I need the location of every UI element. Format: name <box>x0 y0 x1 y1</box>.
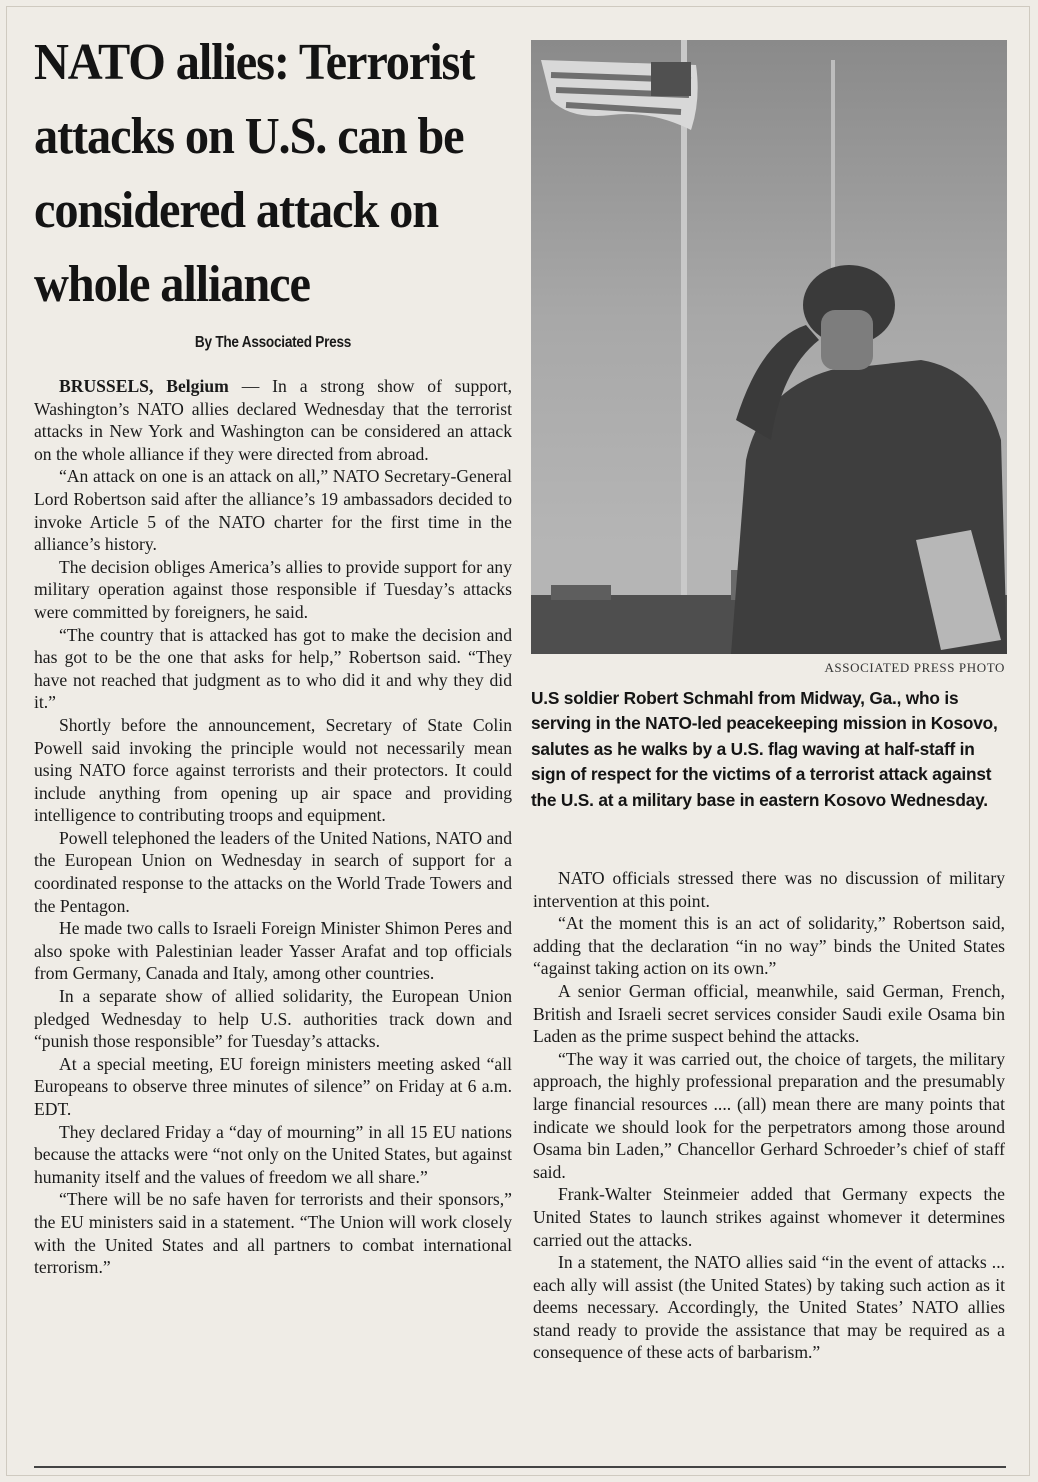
body-paragraph: “The way it was carried out, the choice of targets, the military approach, the highly professional preparation and the presumably large financial resources .... (all) mean there are many points that indicate we should look for the perpetrators among those around Osama bin Laden,” Chancellor Gerhard Schroeder’s chief of staff said. <box>533 1048 1005 1182</box>
photo-caption: U.S soldier Robert Schmahl from Midway, Ga., who is serving in the NATO-led peacekeeping mission in Kosovo, salutes as he walks by a U.S. flag waving at half-staff in sign of respect for the victims of a terrorist attack against the U.S. at a military base in eastern Kosovo Wednesday. <box>531 688 998 810</box>
body-paragraph: Frank-Walter Steinmeier added that Germany expects the United States to launch strikes against whomever it determines carried out the attacks. <box>533 1184 1005 1250</box>
dateline: BRUSSELS, Belgium <box>59 376 229 396</box>
body-paragraph: BRUSSELS, Belgium — In a strong show of support, Washington’s NATO allies declared Wednesday that the terrorist attacks in New York and Washington can be considered an attack on the whole alliance if they were directed from abroad. <box>34 376 512 464</box>
byline: By The Associated Press <box>194 334 352 351</box>
body-paragraph: He made two calls to Israeli Foreign Minister Shimon Peres and also spoke with Palestinian leader Yasser Arafat and top officials from Germany, Canada and Italy, among other countries. <box>34 918 512 984</box>
photo-illustration <box>531 40 1007 654</box>
photo-credit: ASSOCIATED PRESS PHOTO <box>824 660 1005 675</box>
body-paragraph: A senior German official, meanwhile, said German, French, British and Israeli secret services consider Saudi exile Osama bin Laden as the prime suspect behind the attacks. <box>533 980 1005 1047</box>
headline: NATO allies: Terrorist attacks on U.S. can be considered attack on whole alliance <box>34 34 475 313</box>
body-paragraph: Shortly before the announcement, Secretary of State Colin Powell said invoking the principle would not necessarily mean using NATO force against terrorists and their protectors. It could include anything from opening up air space and providing intelligence to contributing troops and equipment. <box>34 714 512 826</box>
body-paragraph: Powell telephoned the leaders of the United Nations, NATO and the European Union on Wednesday in search of support for a coordinated response to the attacks on the World Trade Towers and the Pentagon. <box>34 827 512 916</box>
body-paragraph: “At the moment this is an act of solidarity,” Robertson said, adding that the declaration “in no way” binds the United States “against taking action on its own.” <box>533 913 1005 979</box>
article-body-left <box>34 375 512 1279</box>
article-body-right <box>533 867 1005 1364</box>
body-paragraph: “There will be no safe haven for terrorists and their sponsors,” the EU ministers said in a statement. “The Union will work closely with the United States and all partners to combat international terrorism.” <box>34 1189 512 1278</box>
body-paragraph: “An attack on one is an attack on all,” NATO Secretary-General Lord Robertson said after the alliance’s 19 ambassadors decided to invoke Article 5 of the NATO charter for the first time in the alliance’s history. <box>34 466 512 555</box>
article-left-column <box>34 26 512 1279</box>
body-paragraph: They declared Friday a “day of mourning” in all 15 EU nations because the attacks were “not only on the United States, but against humanity itself and the values of freedom we all share.” <box>34 1121 512 1187</box>
body-paragraph: The decision obliges America’s allies to provide support for any military operation against those responsible if Tuesday’s attacks were committed by foreigners, he said. <box>34 556 512 622</box>
bottom-rule <box>34 1466 1006 1468</box>
body-paragraph: At a special meeting, EU foreign ministers meeting asked “all Europeans to observe three minutes of silence” on Friday at 6 a.m. EDT. <box>34 1053 512 1119</box>
body-paragraph: “The country that is attacked has got to make the decision and has got to be the one that asks for help,” Robertson said. “They have not reached that judgment as to who did it and why they did it.” <box>34 624 512 713</box>
body-paragraph: In a statement, the NATO allies said “in the event of attacks ... each ally will assist (the United States) by taking such action as it deems necessary. Accordingly, the United States’ NATO allies stand ready to provide the assistance that may be required as a consequence of these acts of barbarism.” <box>533 1252 1005 1363</box>
body-paragraph: NATO officials stressed there was no discussion of military intervention at this point. <box>533 868 1005 911</box>
soldier-saluting-photo <box>531 40 1007 654</box>
body-paragraph: In a separate show of allied solidarity, the European Union pledged Wednesday to help U.S. authorities track down and “punish those responsible” for Tuesday’s attacks. <box>34 986 512 1052</box>
